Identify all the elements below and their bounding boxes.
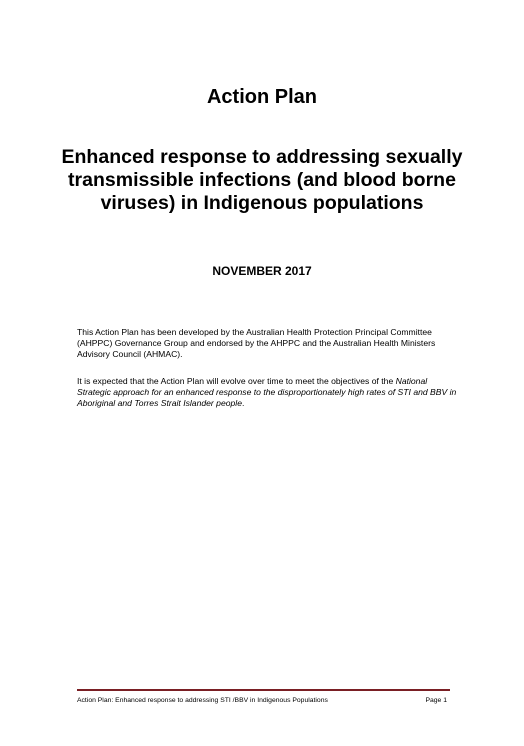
document-title: Enhanced response to addressing sexually transmissible infections (and blood borne viruses) in Indigenous populations <box>61 146 463 214</box>
objectives-paragraph-prefix: It is expected that the Action Plan will evolve over time to meet the objectives of the <box>77 376 396 386</box>
page-number: Page 1 <box>425 697 447 704</box>
footer-divider <box>77 689 450 691</box>
publication-date: NOVEMBER 2017 <box>212 264 312 278</box>
document-heading: Action Plan <box>206 86 317 108</box>
intro-paragraph: This Action Plan has been developed by the Australian Health Protection Principal Committee (AHPPC) Governance Group and endorsed by the AHPPC and the Australian Health Ministers Advisory Council (AHMAC). <box>77 327 436 359</box>
objectives-paragraph-suffix: . <box>241 398 245 408</box>
objectives-paragraph <box>77 376 457 409</box>
strategy-title: National Strategic approach for an enhanced response to the disproportionately high rates of STI and BBV in Aboriginal and Torres Strait Islander people <box>77 376 457 408</box>
footer-document-title: Action Plan: Enhanced response to addressing STI /BBV in Indigenous Populations <box>77 697 328 704</box>
